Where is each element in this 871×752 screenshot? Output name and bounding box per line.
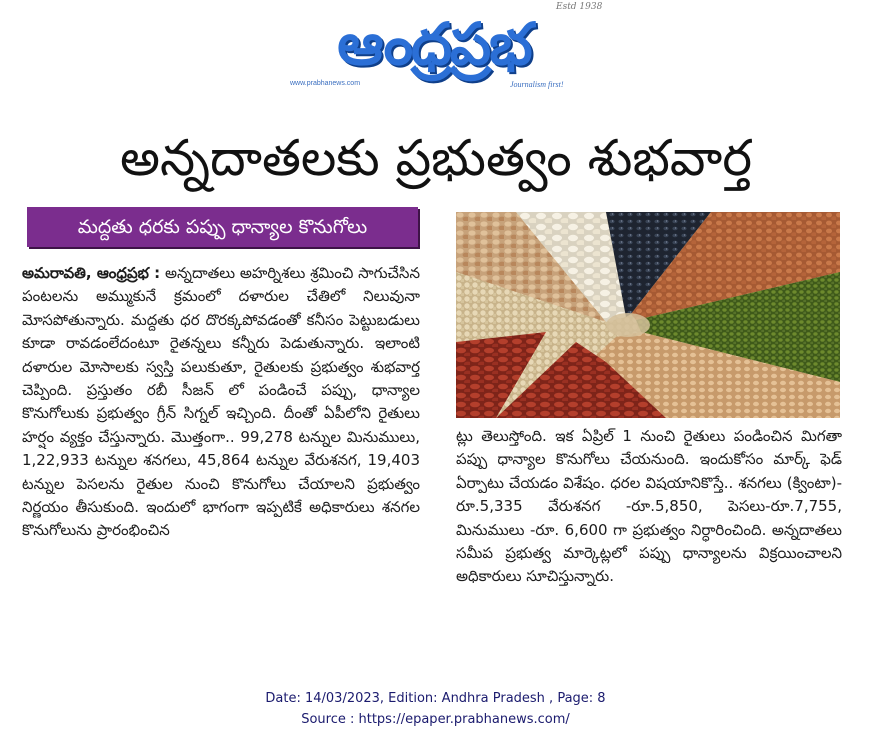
footer: [0, 688, 871, 730]
article-column-1: [22, 262, 420, 658]
footer-date-edition: Date: 14/03/2023, Edition: Andhra Pradesh , Page: 8: [265, 691, 606, 706]
clipped-next-line: [456, 664, 840, 668]
column-2-body: ట్లు తెలుస్తోంది. ఇక ఏప్రిల్ 1 నుంచి రైతులు పండించిన మిగతా పప్పు ధాన్యాల కొనుగోలు చేయనుంది. ఇందుకోసం మార్క్ ఫెడ్ ఏర్పాటు చేయడం విశేషం. ధరల విషయానికొస్తే.. శనగలు (క్వింటా)- రూ.5,335 వేరుశనగ -రూ.5,850, పెసలు-రూ.7,755, మినుములు -రూ. 6,600 గా ప్రభుత్వం నిర్ధారించింది. అన్నదాతలు సమీప ప్రభుత్వ మార్కెట్లలో పప్పు ధాన్యాలను విక్రయించాలని అధికారులు సూచిస్తున్నారు.: [456, 427, 842, 586]
column-1-paragraph: [22, 262, 420, 543]
tagline: Journalism first!: [510, 80, 564, 89]
footer-source: Source : https://epaper.prabhanews.com/: [301, 712, 570, 727]
masthead: [0, 0, 871, 100]
pulses-illustration: [456, 212, 840, 418]
dateline: అమరావతి, ఆంధ్రప్రభ :: [22, 264, 161, 282]
established-year: Estd 1938: [556, 2, 603, 12]
article-headline: అన్నదాతలకు ప్రభుత్వం శుభవార్త: [120, 129, 752, 187]
pulses-photo: [456, 212, 840, 418]
column-1-body: అన్నదాతలు అహర్నిశలు శ్రమించి సాగుచేసిన పంటలను అమ్ముకునే క్రమంలో దళారుల చేతిలో నిలువునా మోసపోతున్నారు. మద్దతు ధర దొరక్కపోవడంతో కనీసం పెట్టుబడులు కూడా రావడంలేదంటూ రైతన్నలు కన్నీరు పెడుతున్నారు. ఇలాంటి దళారుల మోసాలకు స్వస్తి పలుకుతూ, రైతులకు ప్రభుత్వం శుభవార్త చెప్పింది. ప్రస్తుతం రబీ సీజన్ లో పండించే పప్పు, ధాన్యాల కొనుగోలుకు ప్రభుత్వం గ్రీన్ సిగ్నల్ ఇచ్చింది. దీంతో ఏపీలోని రైతులు హర్షం వ్యక్తం చేస్తున్నారు. మొత్తంగా.. 99,278 టన్నుల మినుములు, 1,22,933 టన్నుల శనగలు, 45,864 టన్నుల వేరుశనగ, 19,403 టన్నుల పెసలను రైతుల నుంచి కొనుగోలు చేయాలని ప్రభుత్వం నిర్ణయం తీసుకుంది. ఇందులో భాగంగా ఇప్పటికే అధికారులు శనగల కొనుగోలును ప్రారంభించిన: [22, 264, 420, 540]
subheadline-banner: మద్దతు ధరకు పప్పు ధాన్యాల కొనుగోలు: [27, 207, 418, 247]
website-label: www.prabhanews.com: [290, 80, 361, 87]
newspaper-logo: ఆంధ్రప్రభ: [337, 10, 531, 78]
article-column-2: [456, 425, 842, 659]
